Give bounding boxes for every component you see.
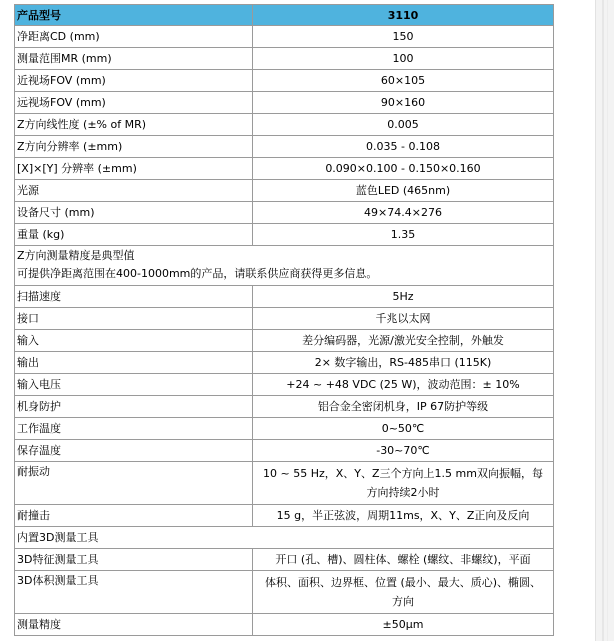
row-label: 设备尺寸 (mm) — [15, 202, 253, 224]
table-row — [15, 70, 554, 92]
table-row — [15, 48, 554, 70]
row-value: 1.35 — [253, 224, 554, 246]
row-label: 测量范围MR (mm) — [15, 48, 253, 70]
table-row — [15, 462, 554, 505]
table-row — [15, 505, 554, 527]
row-label: 接口 — [15, 308, 253, 330]
right-edge-panel — [595, 0, 614, 641]
header-value: 3110 — [253, 5, 554, 26]
table-row — [15, 571, 554, 614]
row-value: 千兆以太网 — [253, 308, 554, 330]
table-row — [15, 158, 554, 180]
note-line: 可提供净距离范围在400-1000mm的产品，请联系供应商获得更多信息。 — [17, 267, 378, 280]
divider — [602, 0, 604, 641]
row-value: 90×160 — [253, 92, 554, 114]
header-label: 产品型号 — [15, 5, 253, 26]
tools-title-row — [15, 527, 554, 549]
table-row — [15, 396, 554, 418]
table-row — [15, 180, 554, 202]
table-row — [15, 549, 554, 571]
note-row — [15, 246, 554, 286]
row-label: 输入电压 — [15, 374, 253, 396]
row-value: 2× 数字输出，RS-485串口 (115K) — [253, 352, 554, 374]
row-label: Z方向分辨率 (±mm) — [15, 136, 253, 158]
row-label: Z方向线性度 (±% of MR) — [15, 114, 253, 136]
row-value: 5Hz — [253, 286, 554, 308]
table-row — [15, 202, 554, 224]
spec-table — [14, 4, 554, 636]
row-value-line: 方向 — [392, 595, 414, 608]
row-value: 0.005 — [253, 114, 554, 136]
row-value: 蓝色LED (465nm) — [253, 180, 554, 202]
row-value: 铝合金全密闭机身，IP 67防护等级 — [253, 396, 554, 418]
row-label: 机身防护 — [15, 396, 253, 418]
row-label: 光源 — [15, 180, 253, 202]
note-line: Z方向测量精度是典型值 — [17, 249, 135, 262]
row-label: [X]×[Y] 分辨率 (±mm) — [15, 158, 253, 180]
row-label: 3D特征测量工具 — [15, 549, 253, 571]
table-row — [15, 418, 554, 440]
row-label: 保存温度 — [15, 440, 253, 462]
table-row — [15, 374, 554, 396]
header-row — [15, 5, 554, 26]
divider — [607, 0, 608, 641]
row-value — [253, 462, 554, 505]
table-row — [15, 26, 554, 48]
note-cell — [15, 246, 554, 286]
row-value-line: 体积、面积、边界框、位置 (最小、最大、质心)、椭圆、 — [264, 576, 542, 589]
table-row — [15, 308, 554, 330]
row-label: 输出 — [15, 352, 253, 374]
row-value: 150 — [253, 26, 554, 48]
row-label: 测量精度 — [15, 614, 253, 636]
row-value: 0.090×0.100 - 0.150×0.160 — [253, 158, 554, 180]
row-label: 远视场FOV (mm) — [15, 92, 253, 114]
table-row — [15, 352, 554, 374]
row-value: 15 g，半正弦波，周期11ms，X、Y、Z正向及反向 — [253, 505, 554, 527]
row-value: +24 ~ +48 VDC (25 W)，波动范围：± 10% — [253, 374, 554, 396]
row-value: 60×105 — [253, 70, 554, 92]
row-value: 49×74.4×276 — [253, 202, 554, 224]
row-value: -30~70℃ — [253, 440, 554, 462]
table-row — [15, 614, 554, 636]
row-value-line: 10 ~ 55 Hz，X、Y、Z三个方向上1.5 mm双向振幅，每 — [263, 467, 543, 480]
table-row — [15, 330, 554, 352]
table-row — [15, 136, 554, 158]
row-value: ±50μm — [253, 614, 554, 636]
row-value — [253, 571, 554, 614]
table-row — [15, 92, 554, 114]
row-value: 0.035 - 0.108 — [253, 136, 554, 158]
row-label: 输入 — [15, 330, 253, 352]
table-row — [15, 114, 554, 136]
row-label: 重量 (kg) — [15, 224, 253, 246]
row-label: 扫描速度 — [15, 286, 253, 308]
table-row — [15, 224, 554, 246]
table-row — [15, 286, 554, 308]
row-label: 耐撞击 — [15, 505, 253, 527]
table-row — [15, 440, 554, 462]
row-value: 100 — [253, 48, 554, 70]
tools-title: 内置3D测量工具 — [15, 527, 554, 549]
row-value: 差分编码器，光源/激光安全控制，外触发 — [253, 330, 554, 352]
row-value: 0~50℃ — [253, 418, 554, 440]
row-label: 工作温度 — [15, 418, 253, 440]
row-label: 3D体积测量工具 — [15, 571, 253, 614]
row-value-line: 方向持续2小时 — [366, 486, 440, 499]
row-label: 净距离CD (mm) — [15, 26, 253, 48]
row-label: 近视场FOV (mm) — [15, 70, 253, 92]
row-value: 开口 (孔、槽)、圆柱体、螺栓 (螺纹、非螺纹)，平面 — [253, 549, 554, 571]
row-label: 耐振动 — [15, 462, 253, 505]
